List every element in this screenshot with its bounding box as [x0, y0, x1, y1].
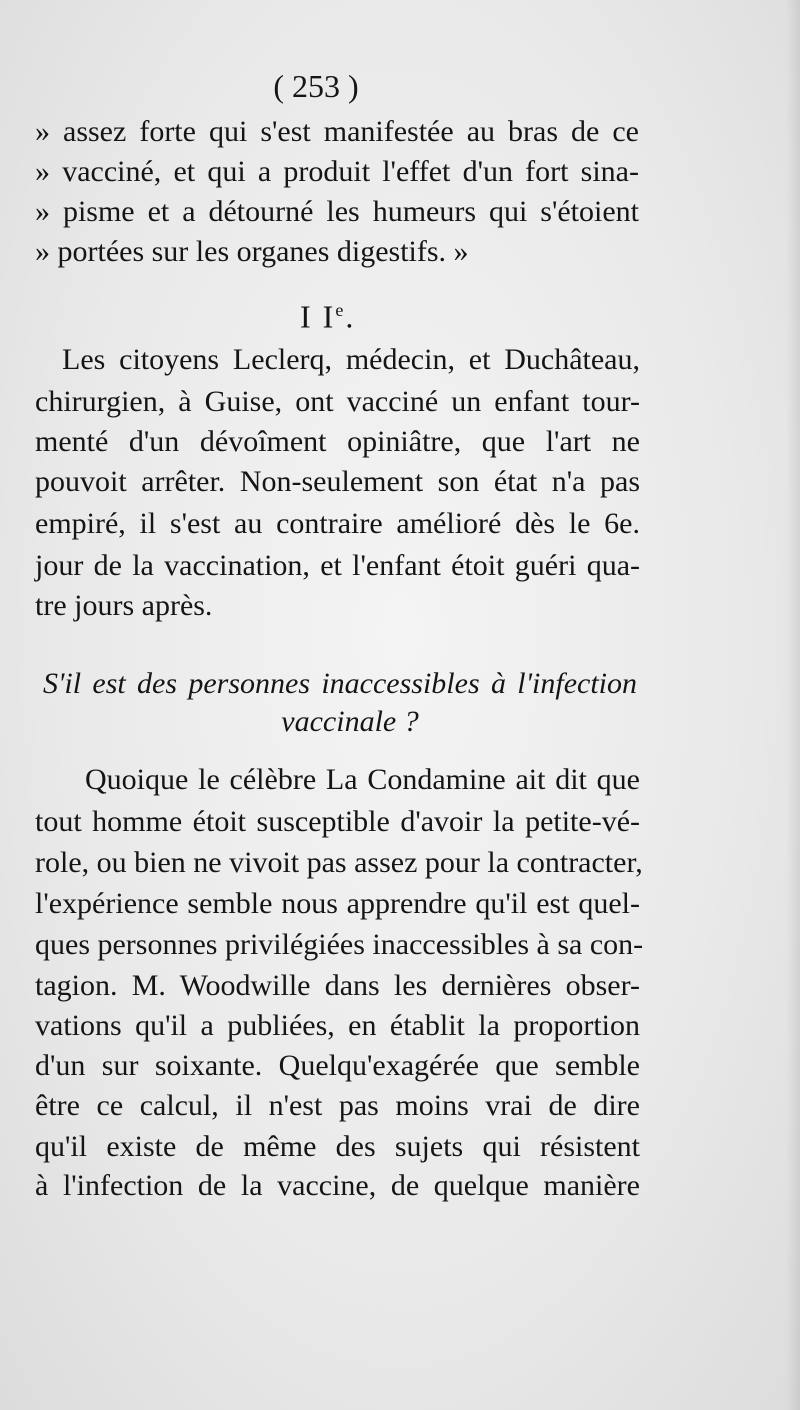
- quote-line: » vacciné, et qui a produit l'effet d'un fort sina-: [35, 155, 639, 188]
- paragraph-line: d'un sur soixante. Quelqu'exagérée que semble: [35, 1049, 640, 1082]
- quote-line: » pisme et a détourné les humeurs qui s'étoient: [35, 195, 639, 228]
- paragraph-line: jour de la vaccination, et l'enfant étoit guéri qua-: [35, 549, 640, 582]
- quote-line: » assez forte qui s'est manifestée au bras de ce: [35, 115, 639, 148]
- section-number-suffix: .: [345, 298, 356, 335]
- paragraph-line: Les citoyens Leclerq, médecin, et Duchâteau,: [62, 343, 640, 376]
- paragraph-line: menté d'un dévoîment opiniâtre, que l'art ne: [35, 425, 640, 458]
- paragraph-line: à l'infection de la vaccine, de quelque manière: [35, 1169, 640, 1202]
- section-number-superscript: e: [335, 300, 346, 320]
- page-number: ( 253 ): [273, 68, 359, 104]
- page-edge-shadow: [786, 0, 800, 1410]
- paragraph-line: tre jours après.: [35, 589, 213, 622]
- paragraph-line: qu'il existe de même des sujets qui résistent: [35, 1130, 640, 1163]
- paragraph-line: empiré, il s'est au contraire amélioré dès le 6e.: [35, 507, 640, 540]
- paragraph-line: tout homme étoit susceptible d'avoir la petite-vé-: [35, 805, 640, 838]
- paragraph-line: vations qu'il a publiées, en établit la proportion: [35, 1009, 640, 1042]
- paragraph-line: l'expérience semble nous apprendre qu'il est quel-: [35, 887, 640, 920]
- section-heading-line: vaccinale ?: [281, 705, 419, 738]
- paragraph-line: pouvoit arrêter. Non-seulement son état n'a pas: [35, 465, 640, 498]
- paragraph-line: role, ou bien ne vivoit pas assez pour la contracter,: [35, 846, 643, 879]
- quote-line: » portées sur les organes digestifs. »: [35, 235, 469, 268]
- section-heading-line: S'il est des personnes inaccessibles à l'infection: [43, 667, 637, 700]
- paragraph-line: chirurgien, à Guise, ont vacciné un enfant tour-: [35, 385, 640, 418]
- paragraph-line: être ce calcul, il n'est pas moins vrai de dire: [35, 1089, 640, 1122]
- section-number: [300, 290, 355, 337]
- paragraph-line: tagion. M. Woodwille dans les dernières obser-: [35, 969, 640, 1002]
- section-number-text: I I: [300, 298, 336, 335]
- paragraph-line: Quoique le célèbre La Condamine ait dit que: [85, 763, 640, 796]
- paragraph-line: ques personnes privilégiées inaccessibles à sa con-: [35, 928, 644, 961]
